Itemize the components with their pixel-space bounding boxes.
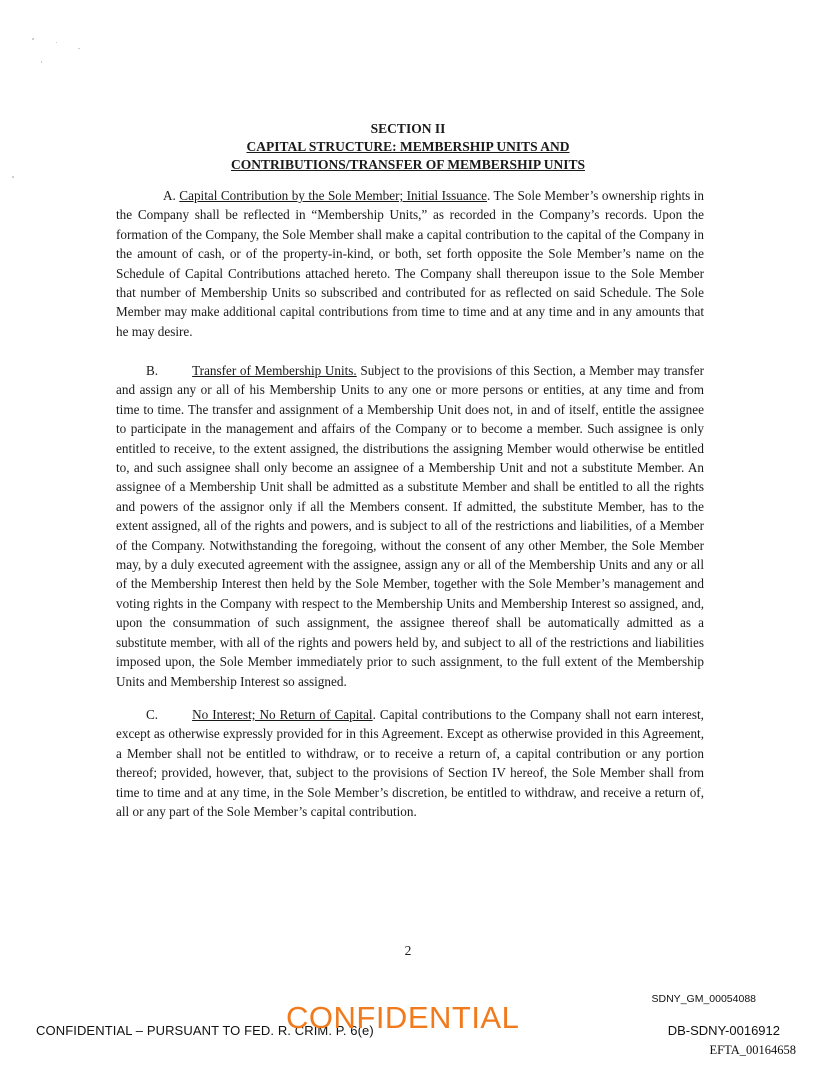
paragraph-c [116, 705, 704, 821]
paragraph-text: . The Sole Member’s ownership rights in the Company shall be reflected in “Membership Units,” as recorded in the Company’s records. Upon the formation of the Company, the Sole Member shall make a capital contribution to the capital of the Company in the amount of cash, or of the property-in-kind, or both, set forth opposite the Sole Member’s name on the Schedule of Capital Contributions attached hereto. The Company shall thereupon issue to the Sole Member that number of Membership Units so subscribed and contributed for as reflected on said Schedule. The Sole Member may make additional capital contributions from time to time and at any time and in any amounts that he may desire. [116, 188, 704, 339]
confidential-stamp: CONFIDENTIAL [286, 1000, 520, 1035]
section-subtitle-line2: CONTRIBUTIONS/TRANSFER OF MEMBERSHIP UNITS [231, 157, 585, 172]
paragraph-caption: Capital Contribution by the Sole Member; Initial Issuance [179, 188, 488, 203]
scan-speck [32, 38, 34, 40]
page-number: 2 [404, 943, 412, 958]
scan-speck [12, 176, 14, 178]
efta-number: EFTA_00164658 [709, 1043, 796, 1057]
paragraph-text: . Capital contributions to the Company shall not earn interest, except as otherwise expressly provided for in this Agreement. Except as otherwise provided in this Agreement, a Member shall not be entitled to withdraw, or to receive a return of, a capital contribution or any portion thereof; provided, however, that, subject to the provisions of Section IV hereof, the Sole Member shall from time to time and at any time, in the Sole Member’s discretion, be entitled to withdraw, and receive a return of, all or any part of the Sole Member’s capital contribution. [116, 707, 704, 820]
bates-number-top: SDNY_GM_00054088 [651, 993, 756, 1005]
paragraph-label: C. [146, 707, 159, 722]
section-title: SECTION II [370, 121, 446, 136]
confidentiality-notice: CONFIDENTIAL – PURSUANT TO FED. R. CRIM. P. 6(e) [36, 1023, 374, 1038]
paragraph-text: Subject to the provisions of this Section, a Member may transfer and assign any or all of his Membership Units to any one or more persons or entities, at any time and from time to time. The transfer and assignment of a Membership Unit does not, in and of itself, entitle the assignee to participate in the management and affairs of the Company or to become a member. Such assignee is only entitled to receive, to the extent assigned, the distributions the assigning Member would otherwise be entitled to, and such assignee shall only become an assignee of a Membership Unit and not a substitute Member. An assignee of a Membership Unit shall be admitted as a substitute Member and shall be entitled to all the rights and powers of the assignor only if all the Members consent. If admitted, the substitute Member, has to the extent assigned, all of the rights and powers, and is subject to all of the restrictions and liabilities, of a Member of the Company. Notwithstanding the foregoing, without the consent of any other Member, the Sole Member may, by a duly executed agreement with the assignee, assign any or all of the Membership Units and any or all of the Membership Interest then held by the Sole Member, together with the Sole Member’s management and voting rights in the Company with respect to the Membership Units and Membership Interest so assigned, and, upon the consummation of such assignment, the assignee thereof shall be automatically admitted as a substitute member, with all of the rights and powers held by, and subject to all of the restrictions and liabilities imposed upon, the Sole Member immediately prior to such assignment, to the full extent of the Membership Units and Membership Interest so assigned. [116, 363, 704, 689]
section-subtitle-line1: CAPITAL STRUCTURE: MEMBERSHIP UNITS AND [246, 139, 570, 154]
bates-number-right: DB-SDNY-0016912 [667, 1023, 780, 1038]
scan-speck [41, 61, 42, 63]
paragraph-caption: No Interest; No Return of Capital [192, 707, 373, 722]
scan-speck [56, 42, 57, 43]
paragraph-a [116, 186, 704, 341]
paragraph-label: A. [163, 188, 176, 203]
scan-speck [78, 48, 80, 49]
paragraph-label: B. [146, 363, 159, 378]
section-heading [0, 120, 816, 174]
paragraph-b [116, 361, 704, 691]
paragraph-caption: Transfer of Membership Units. [192, 363, 357, 378]
